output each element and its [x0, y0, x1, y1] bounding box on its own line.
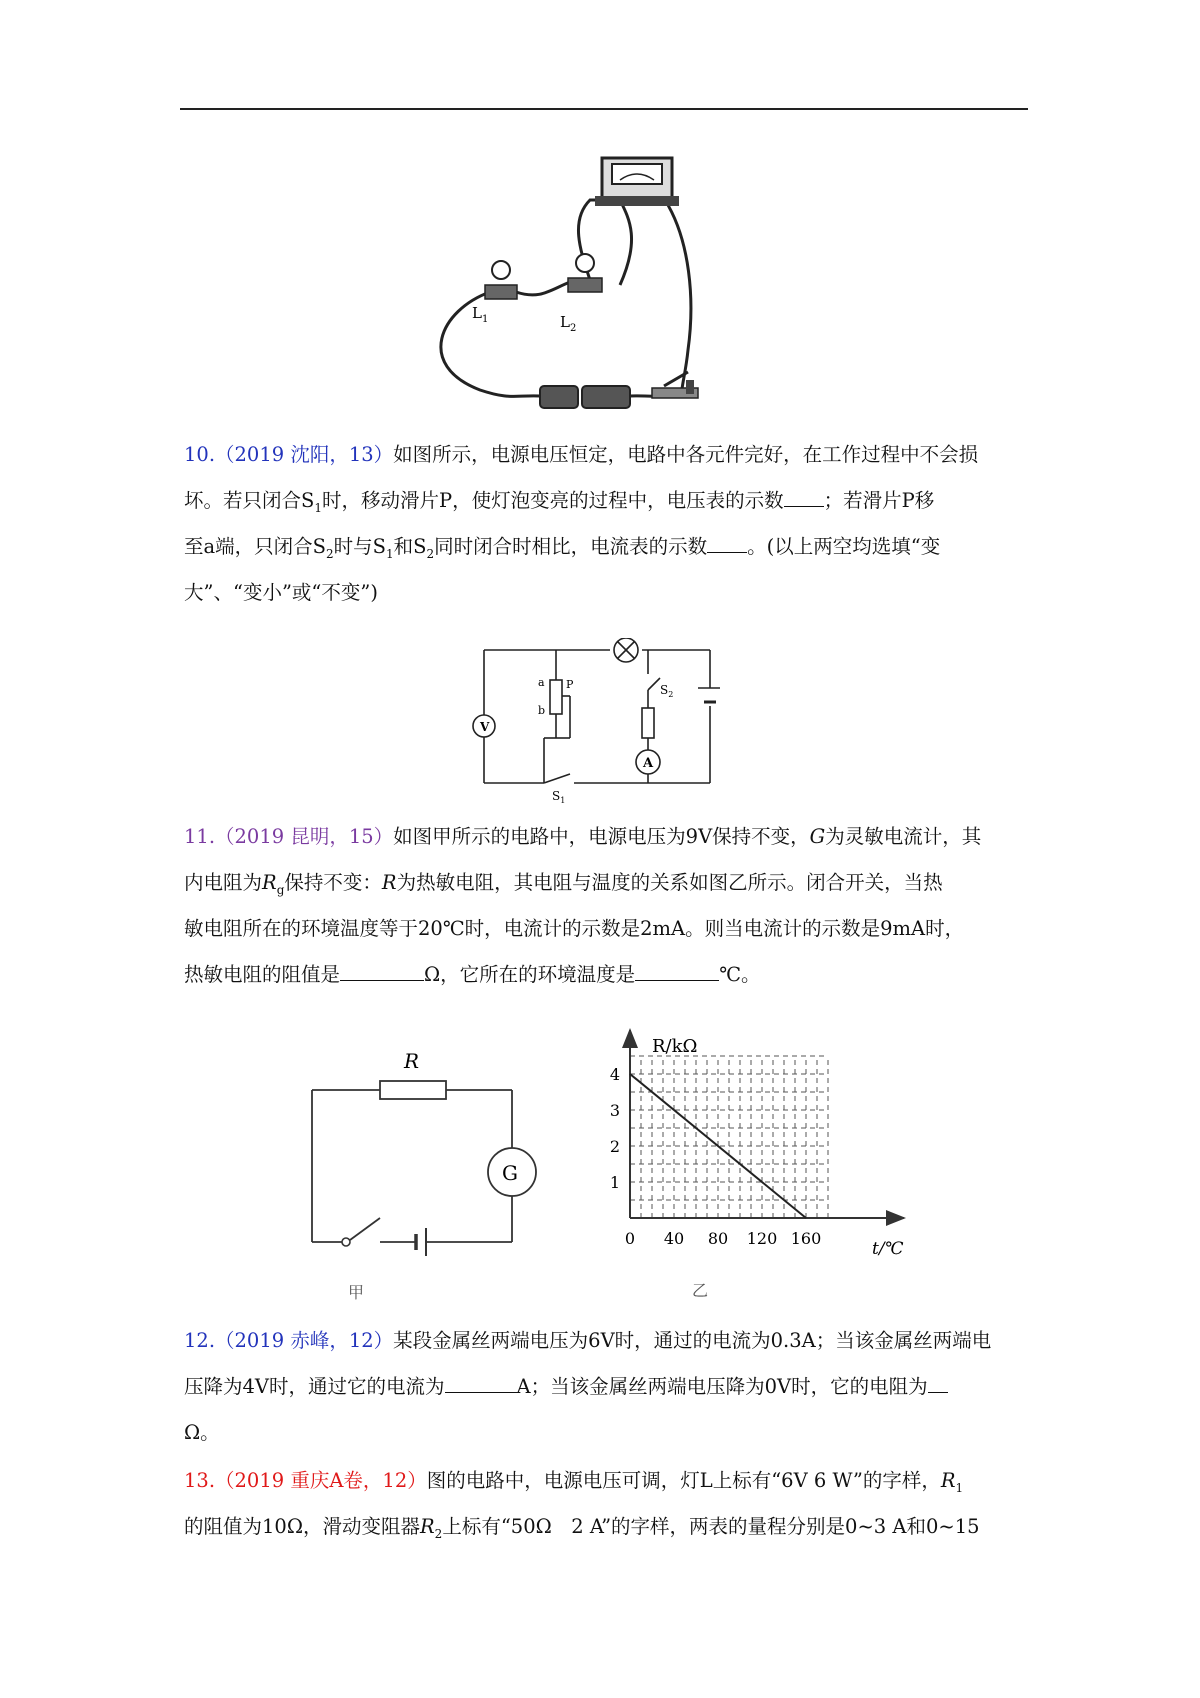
q11-number: 11.: [184, 825, 216, 848]
question-11: 11.（2019 昆明，15）如图甲所示的电路中，电源电压为9V保持不变，G为灵敏电流计，其 内电阻为$R_g$保持不变：R为热敏电阻，其电阻与温度的关系如图乙所示。闭合开关，当热 敏电阻所在的环境温度等于20℃时，电流计的示数是2mA。则当电流计的示数是9mA时， 热敏电阻的阻值是 Ω，它所在的环境温度是 ℃。: [184, 825, 982, 986]
y-tick-label: 1: [609, 1173, 620, 1192]
y-tick-label: 3: [609, 1101, 620, 1120]
q10-source: （2019 沈阳，13）: [215, 443, 394, 466]
figure-caption-yi: 乙: [692, 1281, 709, 1300]
answer-blank-2[interactable]: [707, 528, 747, 553]
circuit-diagram-jia: [300, 1050, 540, 1310]
x-tick-label: 40: [663, 1229, 685, 1248]
q10-line1: 如图所示，电源电压恒定，电路中各元件完好，在工作过程中不会损: [393, 443, 979, 466]
q11-source: （2019 昆明，15）: [215, 825, 394, 848]
circuit-diagram-q10: [470, 638, 720, 808]
q10-number: 10.: [184, 443, 216, 466]
answer-blank-resistance-0v[interactable]: [928, 1368, 948, 1393]
switch-s1-label: $S_1$: [552, 789, 566, 805]
ammeter-label: A: [643, 756, 654, 771]
q12-number: 12.: [184, 1329, 216, 1352]
x-tick-label: 0: [624, 1229, 636, 1248]
voltmeter-label: V: [480, 720, 490, 734]
answer-blank-temperature[interactable]: [635, 956, 719, 981]
question-13: 13.（2019 重庆A卷，12）图的电路中，电源电压可调，灯L上标有“6V 6 W”的字样，$R_1$ 的阻值为10Ω，滑动变阻器$R_2$上标有“50Ω 2 A”的字样，两表的量程分别是0~3 A和0~15: [184, 1469, 980, 1541]
figure-caption-jia: 甲: [348, 1283, 365, 1302]
x-tick-label: 120: [746, 1229, 778, 1248]
resistance-temperature-chart: [600, 1020, 920, 1310]
y-tick-label: 2: [609, 1137, 620, 1156]
answer-blank-current[interactable]: [445, 1368, 517, 1393]
x-axis-label: t/℃: [872, 1239, 904, 1259]
header-rule: [180, 108, 1028, 110]
q12-source: （2019 赤峰，12）: [215, 1329, 394, 1352]
q13-source: （2019 重庆A卷，12）: [215, 1469, 427, 1492]
question-12: 12.（2019 赤峰，12）某段金属丝两端电压为6V时，通过的电流为0.3A；当该金属丝两端电 压降为4V时，通过它的电流为 A；当该金属丝两端电压降为0V时，它的电阻为 Ω。: [184, 1329, 992, 1444]
x-tick-label: 80: [707, 1229, 729, 1248]
question-10: 10.（2019 沈阳，13）如图所示，电源电压恒定，电路中各元件完好，在工作过程中不会损 坏。若只闭合$S_1$时，移动滑片P，使灯泡变亮的过程中，电压表的示数 ；若滑片P移 至a端，只闭合$S_2$时与$S_1$和$S_2$同时闭合时相比，电流表的示数 。(以上两空均选填“变 大”、“变小”或“不变”): [184, 443, 979, 604]
resistor-r-label: R: [404, 1050, 420, 1073]
answer-blank-resistance[interactable]: [340, 956, 424, 981]
y-tick-label: 4: [609, 1065, 620, 1084]
terminal-a: a: [538, 676, 545, 689]
y-axis-label: R/kΩ: [652, 1036, 698, 1057]
l1-label: $L_1$: [472, 304, 489, 325]
answer-blank-1[interactable]: [784, 482, 824, 507]
switch-s2-label: $S_2$: [660, 683, 674, 699]
slider-p: P: [566, 678, 574, 691]
galvanometer-g-label: G: [502, 1161, 518, 1185]
terminal-b: b: [538, 704, 546, 717]
circuit-photo-figure: [420, 150, 760, 412]
l2-label: $L_2$: [560, 313, 577, 334]
x-tick-label: 160: [790, 1229, 822, 1248]
chart-grid: [630, 1056, 828, 1218]
q13-number: 13.: [184, 1469, 216, 1492]
